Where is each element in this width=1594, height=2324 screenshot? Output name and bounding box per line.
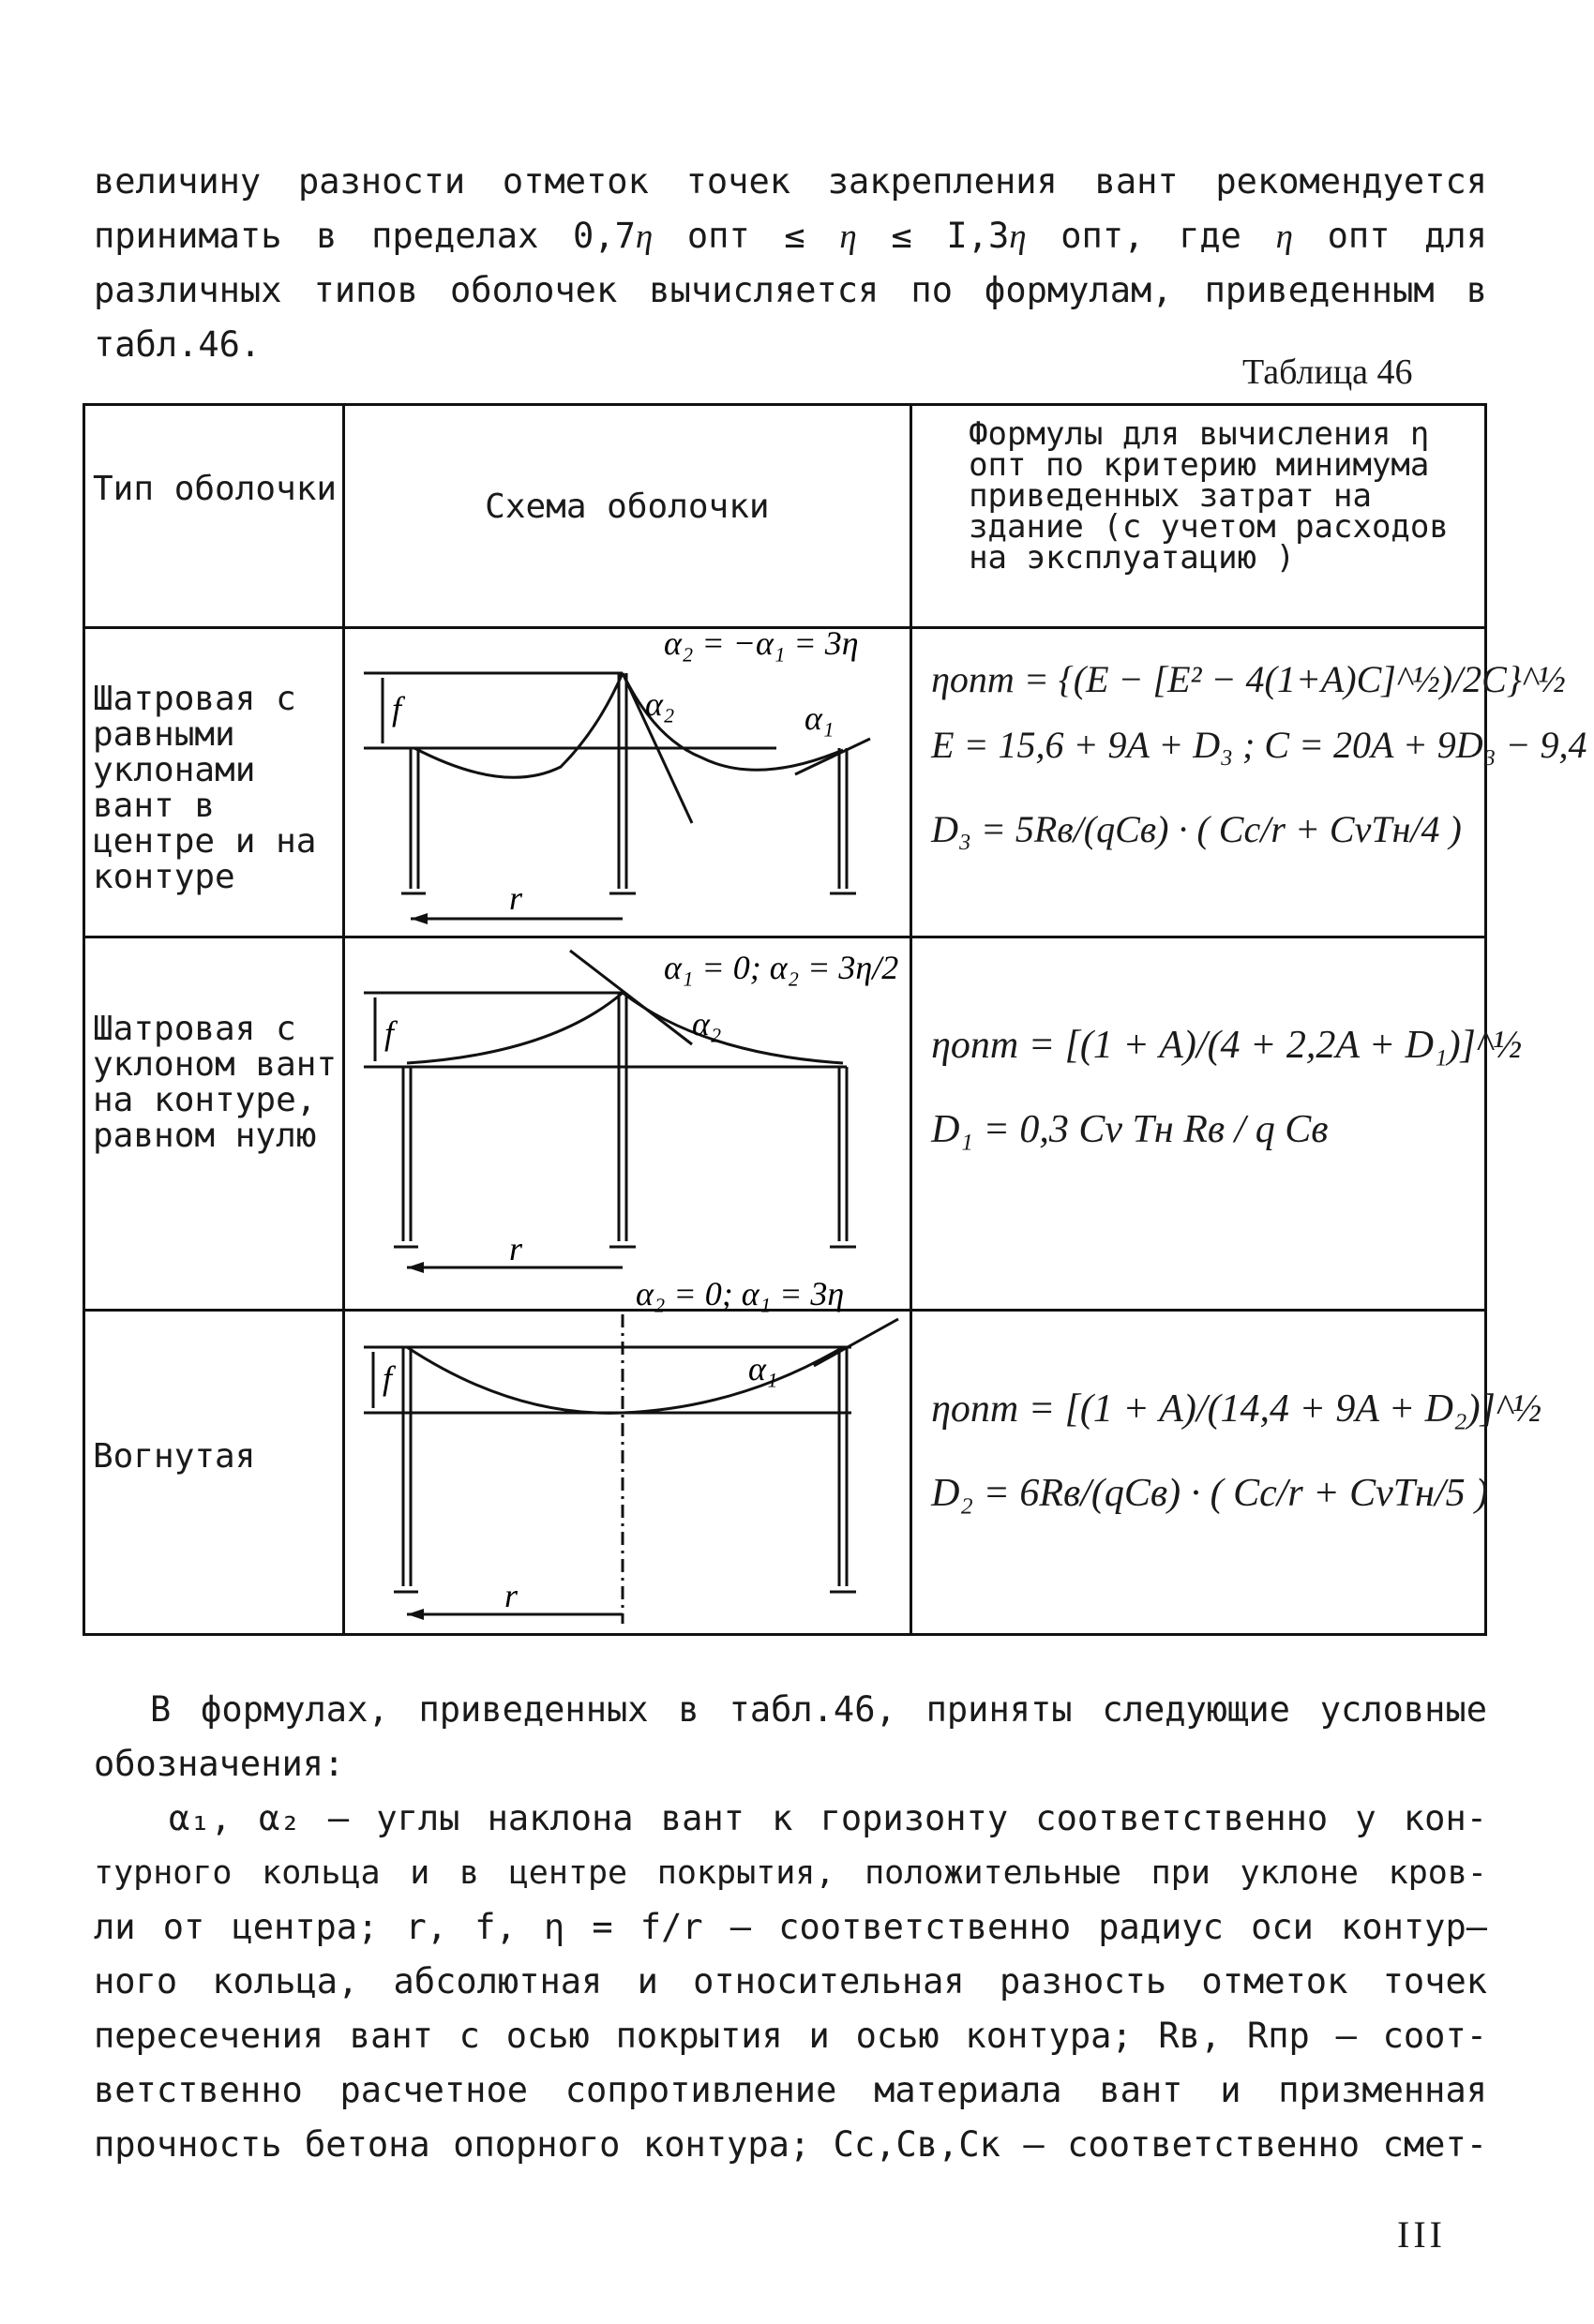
after-p2-line-4: ного кольца, абсолютная и относительная разность отметок точек [94,1961,1487,2002]
header-scheme: Схема оболочки [343,405,910,628]
row1-type: Шатровая с равными уклонами вант в центре и на контуре [84,628,344,937]
after-p2-line-7: прочность бетона опорного контура; Cс,Cв,Cк – соответственно смет- [94,2124,1487,2165]
scheme-1-label-f: f [392,690,402,727]
row2-formula-d1: D₁ = 0,3 Cv Tн Rв / q Cв [931,1108,1329,1151]
scheme-2-label-a2: α₂ [692,1005,722,1042]
scheme-1-angle-label: α₂ = −α₁ = 3η [664,624,859,662]
row3-formula-d2: D₂ = 6Rв/(qCв) · ( Cc/r + CvTн/5 ) [931,1472,1489,1515]
row3-type: Вогнутая [84,1311,344,1635]
scheme-1-label-a2: α₂ [645,685,675,723]
after-p2-line-3: ли от центра; r, f, η = f/r – соответственно радиус оси контур– [94,1907,1487,1947]
scheme-3-angle-label: α₂ = 0; α₁ = 3η [636,1275,845,1312]
row2-formulas [911,937,1523,1311]
scheme-2-label-f: f [384,1014,395,1052]
row1-formula-eta: ηопт = {(E − [E² − 4(1+A)C]^½)/2C}^½ [931,658,1566,700]
row3-formulas [911,1311,1542,1635]
intro-line-4: табл.46. [94,324,262,365]
after-p2-line-5: пересечения вант с осью покрытия и осью контура; Rв, Rпр – соот- [94,2016,1487,2056]
header-type: Тип оболочки [84,405,344,628]
row2-formula-eta: ηопт = [(1 + A)/(4 + 2,2A + D₁)]^½ [931,1024,1523,1067]
scheme-3-label-f: f [383,1359,393,1397]
row1-formulas [911,628,1587,937]
row3-formula-eta: ηопт = [(1 + A)/(14,4 + 9A + D₂)]^½ [931,1387,1542,1431]
row1-formula-e-c: E = 15,6 + 9A + D₃ ; C = 20A + 9D₃ − 9,4 [931,724,1587,766]
after-p1-line-2: обозначения: [94,1744,345,1784]
scheme-2-diagram [345,941,914,1314]
scheme-3-label-a1: α₁ [748,1350,778,1387]
after-p1-line-1: В формулах, приведенных в табл.46, приняты следующие условные [150,1689,1487,1730]
page-number: III [1397,2213,1446,2256]
intro-line-2: принимать в пределах 0,7η опт ≤ η ≤ I,3η опт, где η опт для [94,216,1487,256]
intro-line-1: величину разности отметок точек закрепления вант рекомендуется [94,161,1487,202]
scheme-1-label-a1: α₁ [805,699,835,737]
scheme-1-diagram [345,626,914,936]
table-caption: Таблица 46 [1242,352,1413,392]
after-p2-line-1: α₁, α₂ – углы наклона вант к горизонту соответственно у кон- [169,1798,1487,1838]
scheme-3-label-r: r [504,1577,519,1614]
scheme-3-diagram [345,1275,914,1636]
after-p2-line-6: ветственно расчетное сопротивление материала вант и призменная [94,2070,1487,2110]
scheme-2-angle-label: α₁ = 0; α₂ = 3η/2 [664,949,899,986]
after-p2-line-2: турного кольца и в центре покрытия, положительные при уклоне кров- [94,1854,1487,1892]
row2-type: Шатровая с уклоном вант на контуре, равном нулю [84,937,344,1311]
row1-formula-d3: D₃ = 5Rв/(qCв) · ( Cc/r + CvTн/4 ) [931,808,1462,850]
scheme-1-label-r: r [509,879,523,917]
intro-line-3: различных типов оболочек вычисляется по формулам, приведенным в [94,270,1487,310]
header-formulas: Формулы для вычисления η опт по критерию минимума приведенных затрат на здание (с учетом расходов на эксплуатацию ) [911,405,1486,628]
scheme-2-label-r: r [509,1230,523,1267]
